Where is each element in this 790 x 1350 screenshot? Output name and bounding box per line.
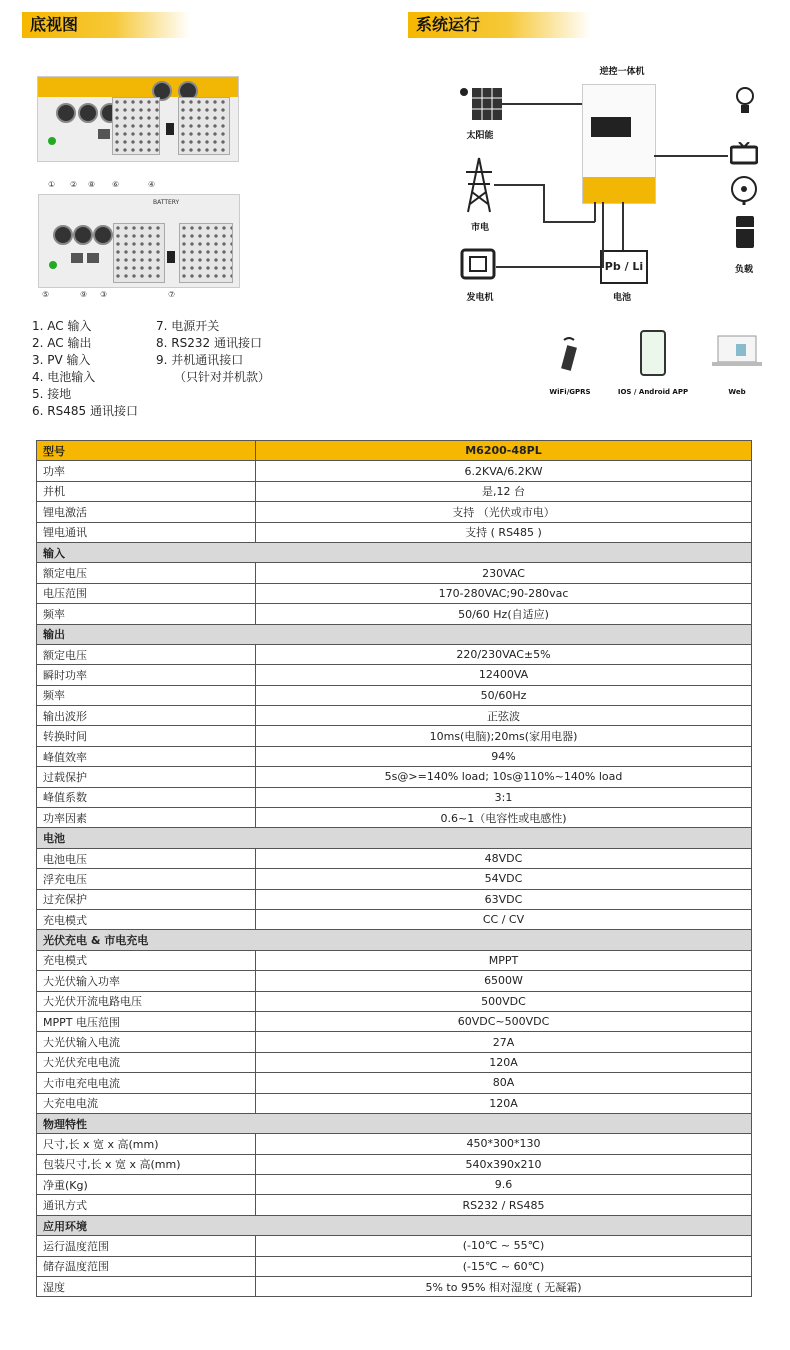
- table-row: [37, 991, 752, 1011]
- bulb-icon: [734, 84, 756, 118]
- spec-key: 充电模式: [37, 909, 256, 929]
- spec-value: 10ms(电脑);20ms(家用电器): [256, 726, 752, 746]
- spec-value: 9.6: [256, 1175, 752, 1195]
- spec-value: 170-280VAC;90-280vac: [256, 583, 752, 603]
- legend-item: 2. AC 输出: [32, 336, 92, 350]
- spec-value: 是,12 台: [256, 481, 752, 501]
- spec-key: 频率: [37, 604, 256, 624]
- load-label: 负载: [734, 265, 753, 275]
- spec-key: 峰值系数: [37, 787, 256, 807]
- spec-value: RS232 / RS485: [256, 1195, 752, 1215]
- solar-label: 太阳能: [466, 131, 494, 141]
- legend-item: 3. PV 输入: [32, 353, 91, 367]
- legend-item: 6. RS485 通讯接口: [32, 404, 138, 418]
- device-photo-bottom: [38, 194, 240, 288]
- spec-key: 大充电电流: [37, 1093, 256, 1113]
- table-header-row: [37, 441, 752, 461]
- spec-value: 120A: [256, 1052, 752, 1072]
- tv-icon: [730, 142, 758, 166]
- spec-key: 储存温度范围: [37, 1256, 256, 1276]
- phone-icon: [640, 330, 666, 376]
- table-row: [37, 563, 752, 583]
- table-row: [37, 1011, 752, 1031]
- legend-item: 8. RS232 通讯接口: [156, 336, 262, 350]
- section-label: 输出: [37, 624, 752, 644]
- connector-line: [494, 184, 544, 186]
- table-row: [37, 665, 752, 685]
- table-section-row: [37, 930, 752, 950]
- spec-key: 过充保护: [37, 889, 256, 909]
- spec-value: 500VDC: [256, 991, 752, 1011]
- table-row: [37, 746, 752, 766]
- spec-value: 220/230VAC±5%: [256, 644, 752, 664]
- spec-key: 频率: [37, 685, 256, 705]
- spec-value: 94%: [256, 746, 752, 766]
- inverter-unit: [582, 84, 656, 204]
- section-label: 应用环境: [37, 1215, 752, 1235]
- spec-value: 48VDC: [256, 848, 752, 868]
- battery-label: BATTERY: [153, 199, 180, 206]
- table-row: [37, 869, 752, 889]
- table-row: [37, 706, 752, 726]
- spec-value: 450*300*130: [256, 1134, 752, 1154]
- connector-line: [594, 202, 596, 222]
- generator-label: 发电机: [466, 293, 494, 303]
- spec-value: 支持 ( RS485 ): [256, 522, 752, 542]
- table-row: [37, 1277, 752, 1297]
- marker: ④: [148, 180, 156, 189]
- battery-type: Pb / Li: [604, 260, 644, 273]
- spec-key: MPPT 电压范围: [37, 1011, 256, 1031]
- spec-value: CC / CV: [256, 909, 752, 929]
- marker: ⑦: [168, 290, 176, 299]
- spec-value: 27A: [256, 1032, 752, 1052]
- table-section-row: [37, 624, 752, 644]
- connector-line: [496, 266, 600, 268]
- spec-value: 5% to 95% 相对湿度 ( 无凝霜): [256, 1277, 752, 1297]
- table-row: [37, 604, 752, 624]
- spec-value: 0.6~1（电容性或电感性): [256, 808, 752, 828]
- spec-key: 并机: [37, 481, 256, 501]
- header-model: M6200-48PL: [256, 441, 752, 461]
- section-label: 物理特性: [37, 1113, 752, 1133]
- spec-key: 锂电通讯: [37, 522, 256, 542]
- spec-key: 电池电压: [37, 848, 256, 868]
- spec-key: 锂电激活: [37, 502, 256, 522]
- marker: ①: [48, 180, 56, 189]
- marker: ⑧: [88, 180, 96, 189]
- legend-item: 4. 电池输入: [32, 370, 96, 384]
- table-row: [37, 1175, 752, 1195]
- table-row: [37, 1154, 752, 1174]
- table-row: [37, 1093, 752, 1113]
- wifi-label: WiFi/GPRS: [549, 388, 591, 396]
- spec-value: 540x390x210: [256, 1154, 752, 1174]
- table-section-row: [37, 1215, 752, 1235]
- battery-icon: [600, 250, 648, 284]
- spec-key: 过载保护: [37, 767, 256, 787]
- legend-item: 7. 电源开关: [156, 319, 220, 333]
- battery-label: 电池: [612, 293, 631, 303]
- spec-value: 54VDC: [256, 869, 752, 889]
- table-section-row: [37, 1113, 752, 1133]
- spec-value: 50/60 Hz(自适应): [256, 604, 752, 624]
- table-row: [37, 502, 752, 522]
- legend-item: 5. 接地: [32, 387, 72, 401]
- fan-icon: [730, 176, 758, 206]
- section-title-bottom-view: 底视图: [22, 12, 190, 38]
- spec-value: 50/60Hz: [256, 685, 752, 705]
- table-row: [37, 1236, 752, 1256]
- table-row: [37, 1195, 752, 1215]
- spec-key: 运行温度范围: [37, 1236, 256, 1256]
- connector-line: [654, 155, 728, 157]
- spec-key: 大市电充电电流: [37, 1073, 256, 1093]
- spec-key: 电压范围: [37, 583, 256, 603]
- table-row: [37, 909, 752, 929]
- spec-value: MPPT: [256, 950, 752, 970]
- table-row: [37, 644, 752, 664]
- device-photo-top: [37, 76, 239, 162]
- fridge-icon: [736, 216, 754, 248]
- spec-value: 6500W: [256, 971, 752, 991]
- spec-value: 支持 （光伏或市电）: [256, 502, 752, 522]
- power-tower-icon: [464, 156, 494, 214]
- spec-value: 正弦波: [256, 706, 752, 726]
- spec-value: 230VAC: [256, 563, 752, 583]
- solar-panel-icon: [458, 84, 502, 124]
- spec-value: (-10℃ ~ 55℃): [256, 1236, 752, 1256]
- marker: ③: [100, 290, 108, 299]
- spec-key: 大光伏输入功率: [37, 971, 256, 991]
- spec-value: 63VDC: [256, 889, 752, 909]
- laptop-icon: [710, 334, 764, 370]
- table-section-row: [37, 828, 752, 848]
- marker: ⑥: [112, 180, 120, 189]
- generator-icon: [460, 248, 496, 280]
- marker: ②: [70, 180, 78, 189]
- table-row: [37, 481, 752, 501]
- header-label: 型号: [37, 441, 256, 461]
- spec-key: 湿度: [37, 1277, 256, 1297]
- spec-value: 5s@>=140% load; 10s@110%~140% load: [256, 767, 752, 787]
- connector-line: [543, 221, 595, 223]
- table-row: [37, 767, 752, 787]
- spec-key: 转换时间: [37, 726, 256, 746]
- spec-key: 功率: [37, 461, 256, 481]
- spec-key: 功率因素: [37, 808, 256, 828]
- connector-line: [543, 184, 545, 222]
- table-row: [37, 971, 752, 991]
- spec-value: 3:1: [256, 787, 752, 807]
- spec-key: 尺寸,长 x 宽 x 高(mm): [37, 1134, 256, 1154]
- table-row: [37, 685, 752, 705]
- table-row: [37, 889, 752, 909]
- spec-table: [36, 440, 752, 1297]
- spec-key: 额定电压: [37, 563, 256, 583]
- grid-label: 市电: [470, 223, 489, 233]
- spec-key: 输出波形: [37, 706, 256, 726]
- spec-key: 浮充电压: [37, 869, 256, 889]
- web-label: Web: [728, 388, 746, 396]
- table-row: [37, 1134, 752, 1154]
- table-row: [37, 461, 752, 481]
- connector-line: [502, 103, 582, 105]
- section-title-system-operation: 系统运行: [408, 12, 591, 38]
- spec-key: 大光伏输入电流: [37, 1032, 256, 1052]
- wifi-dongle-icon: [558, 336, 580, 376]
- table-row: [37, 1032, 752, 1052]
- spec-value: (-15℃ ~ 60℃): [256, 1256, 752, 1276]
- table-row: [37, 522, 752, 542]
- connector-line: [622, 202, 624, 250]
- spec-key: 充电模式: [37, 950, 256, 970]
- legend-item: （只针对并机款）: [174, 370, 271, 384]
- spec-value: 12400VA: [256, 665, 752, 685]
- spec-value: 80A: [256, 1073, 752, 1093]
- inverter-label: 逆控一体机: [599, 67, 645, 77]
- table-section-row: [37, 542, 752, 562]
- app-label: IOS / Android APP: [617, 388, 689, 396]
- marker: ⑤: [42, 290, 50, 299]
- marker: ⑨: [80, 290, 88, 299]
- table-row: [37, 950, 752, 970]
- legend-item: 9. 并机通讯接口: [156, 353, 244, 367]
- spec-key: 峰值效率: [37, 746, 256, 766]
- legend-right: [156, 318, 270, 386]
- spec-key: 净重(Kg): [37, 1175, 256, 1195]
- table-row: [37, 726, 752, 746]
- spec-key: 通讯方式: [37, 1195, 256, 1215]
- legend-item: 1. AC 输入: [32, 319, 92, 333]
- section-label: 电池: [37, 828, 752, 848]
- spec-key: 额定电压: [37, 644, 256, 664]
- table-row: [37, 1256, 752, 1276]
- spec-key: 大光伏开流电路电压: [37, 991, 256, 1011]
- spec-value: 60VDC~500VDC: [256, 1011, 752, 1031]
- spec-key: 瞬时功率: [37, 665, 256, 685]
- table-row: [37, 1052, 752, 1072]
- section-label: 光伏充电 & 市电充电: [37, 930, 752, 950]
- table-row: [37, 787, 752, 807]
- table-row: [37, 1073, 752, 1093]
- spec-value: 120A: [256, 1093, 752, 1113]
- spec-key: 大光伏充电电流: [37, 1052, 256, 1072]
- table-row: [37, 808, 752, 828]
- table-row: [37, 848, 752, 868]
- legend-left: [32, 318, 138, 420]
- spec-value: 6.2KVA/6.2KW: [256, 461, 752, 481]
- table-row: [37, 583, 752, 603]
- spec-key: 包装尺寸,长 x 宽 x 高(mm): [37, 1154, 256, 1174]
- section-label: 输入: [37, 542, 752, 562]
- connector-line: [602, 202, 604, 268]
